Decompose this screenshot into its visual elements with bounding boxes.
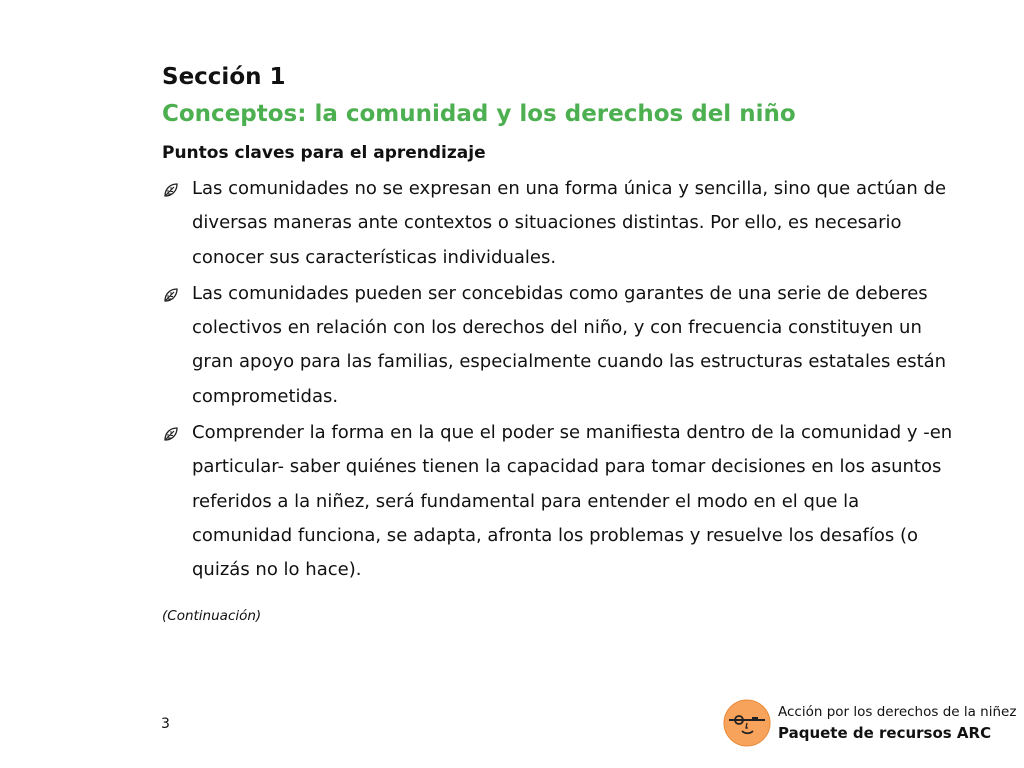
list-item (162, 416, 962, 587)
bullet-text: Comprender la forma en la que el poder se manifiesta dentro de la comunidad y -en particular- saber quiénes tienen la capacidad para tomar decisiones en los asuntos referidos a la niñez, será fundamental para entender el modo en el que la comunidad funciona, se adapta, afronta los problemas y resuelve los desafíos (o quizás no lo hace). (192, 422, 953, 581)
arc-face-logo-icon (722, 698, 772, 748)
leaf-bullet-icon (162, 286, 180, 304)
key-points-list (162, 172, 962, 588)
section-title: Sección 1 (162, 64, 286, 90)
brand-title: Paquete de recursos ARC (778, 724, 992, 742)
page-number: 3 (161, 716, 170, 732)
bullet-text: Las comunidades pueden ser concebidas como garantes de una serie de deberes colectivos en relación con los derechos del niño, y con frecuencia constituyen un gran apoyo para las familias, especialmente cuando las estructuras estatales están comprometidas. (192, 282, 947, 407)
list-item (162, 277, 962, 414)
list-item (162, 172, 962, 275)
leaf-bullet-icon (162, 181, 180, 199)
key-points-heading: Puntos claves para el aprendizaje (162, 143, 486, 163)
continuation-note: (Continuación) (162, 607, 262, 624)
page-content (162, 58, 962, 624)
leaf-bullet-icon (162, 425, 180, 443)
bullet-text: Las comunidades no se expresan en una forma única y sencilla, sino que actúan de diversas maneras ante contextos o situaciones distintas. Por ello, es necesario conocer sus características individuales. (192, 178, 947, 268)
section-subtitle: Conceptos: la comunidad y los derechos del niño (162, 101, 796, 127)
brand-tagline: Acción por los derechos de la niñez (778, 704, 1017, 720)
